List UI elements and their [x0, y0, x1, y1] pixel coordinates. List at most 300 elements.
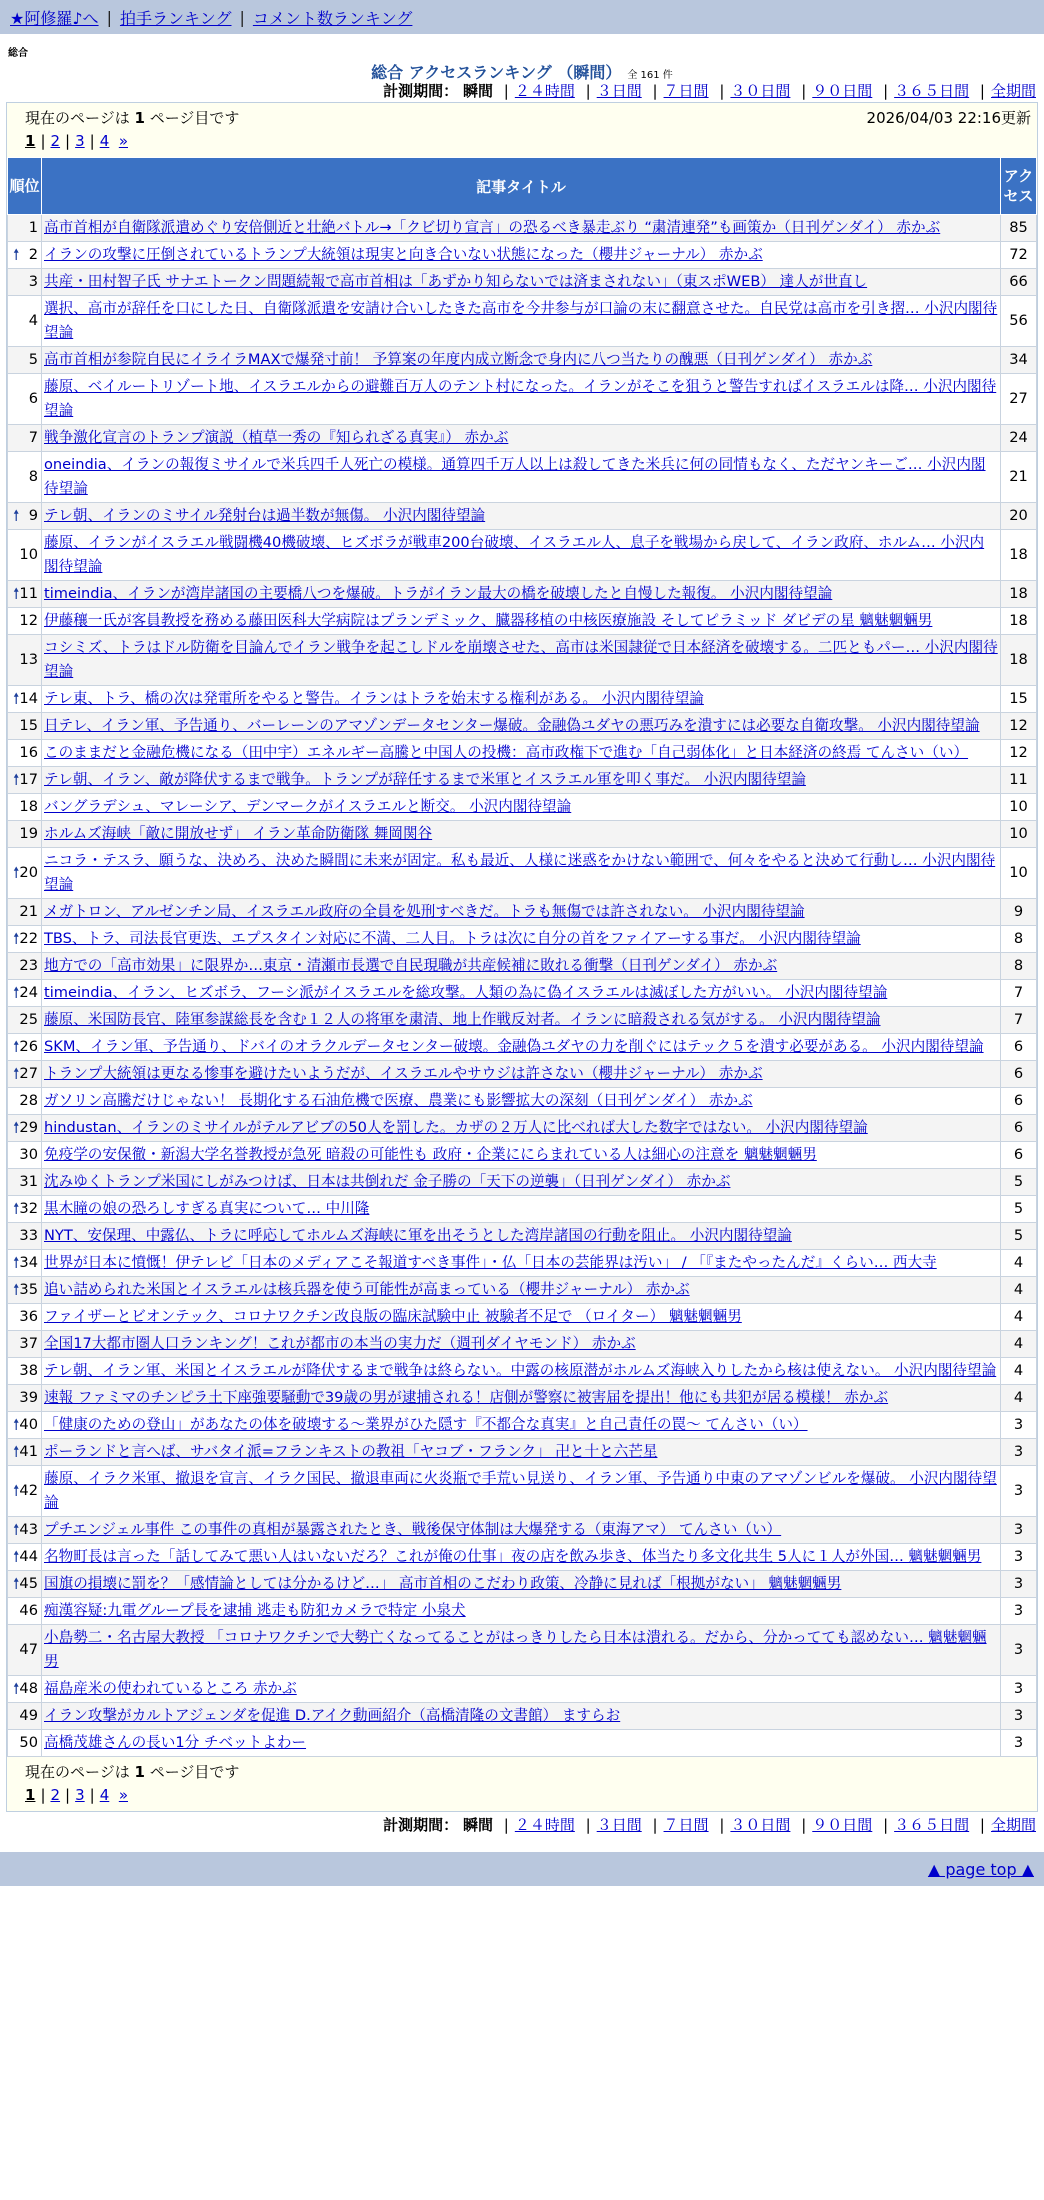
table-row	[8, 530, 1037, 581]
rank-number: 35	[19, 1281, 38, 1298]
table-row	[8, 215, 1037, 242]
rank-number: 39	[19, 1389, 38, 1406]
table-row	[8, 953, 1037, 980]
title-cell	[42, 608, 1001, 635]
period-label: 計測期間：	[383, 82, 459, 100]
access-count: 6	[1001, 1115, 1037, 1142]
title-cell	[42, 1196, 1001, 1223]
table-header-row	[8, 158, 1037, 215]
title-cell	[42, 215, 1001, 242]
period-30d[interactable]: ３０日間	[730, 1816, 791, 1834]
rank-cell	[8, 1703, 42, 1730]
table-row	[8, 926, 1037, 953]
rank-cell	[8, 374, 42, 425]
table-row	[8, 1223, 1037, 1250]
rank-cell	[8, 848, 42, 899]
table-row	[8, 1544, 1037, 1571]
article-title-link[interactable]: 全国17大都市圏人口ランキング！これが都市の本当の実力だ（週刊ダイヤモンド） 赤かぶ	[44, 1335, 636, 1352]
title-cell	[42, 1544, 1001, 1571]
rank-up-arrow-icon: 🠕	[13, 1253, 20, 1272]
article-title-link[interactable]: 高橋茂雄さんの長い1分 チベットよわー	[44, 1734, 307, 1751]
title-cell	[42, 1331, 1001, 1358]
article-title-link[interactable]: hindustan、イランのミサイルがテルアビブの50人を罰した。カザの２万人に比べれば大した数字ではない。 小沢内閣待望論	[44, 1119, 868, 1136]
table-row	[8, 1439, 1037, 1466]
rank-number: 7	[28, 429, 38, 446]
page-status: 現在のページは 1 ページ目です	[25, 109, 240, 127]
article-title-link[interactable]: 追い詰められた米国とイスラエルは核兵器を使う可能性が高まっている（櫻井ジャーナル） 赤かぶ	[44, 1281, 690, 1298]
rank-number: 30	[19, 1146, 38, 1163]
access-count: 66	[1001, 269, 1037, 296]
access-count: 15	[1001, 686, 1037, 713]
table-row	[8, 1412, 1037, 1439]
title-cell	[42, 530, 1001, 581]
period-24h[interactable]: ２４時間	[514, 82, 575, 100]
table-row	[8, 980, 1037, 1007]
title-cell	[42, 242, 1001, 269]
rank-number: 48	[19, 1680, 38, 1697]
comment-ranking-link[interactable]: コメント数ランキング	[252, 8, 413, 28]
page-info-bottom	[7, 1757, 1037, 1811]
table-row	[8, 1142, 1037, 1169]
table-row	[8, 794, 1037, 821]
title-cell	[42, 347, 1001, 374]
article-title-link[interactable]: 痴漢容疑:九電グループ長を逮捕 逃走も防犯カメラで特定 小泉犬	[44, 1602, 466, 1619]
title-cell	[42, 926, 1001, 953]
rank-number: 31	[19, 1173, 38, 1190]
article-title-link[interactable]: 日テレ、イラン軍、予告通り、バーレーンのアマゾンデータセンター爆破。金融偽ユダヤの悪巧みを潰すには必要な自衛攻撃。 小沢内閣待望論	[44, 717, 980, 734]
page-current: 1	[25, 132, 36, 150]
page-link-4[interactable]: 4	[99, 132, 110, 150]
rank-cell	[8, 1007, 42, 1034]
table-row	[8, 1676, 1037, 1703]
table-row	[8, 452, 1037, 503]
footer-bar	[0, 1852, 1044, 1886]
title-cell	[42, 1115, 1001, 1142]
access-count: 6	[1001, 1061, 1037, 1088]
article-title-link[interactable]: イランの攻撃に圧倒されているトランプ大統領は現実と向き合いない状態になった（櫻井ジャーナル） 赤かぶ	[44, 246, 763, 263]
article-title-link[interactable]: 戦争激化宣言のトランプ演説（植草一秀の『知られざる真実』） 赤かぶ	[44, 429, 509, 446]
ranking-table	[7, 157, 1037, 1757]
rank-number: 36	[19, 1308, 38, 1325]
access-count: 72	[1001, 242, 1037, 269]
access-count: 34	[1001, 347, 1037, 374]
table-row	[8, 1088, 1037, 1115]
article-title-link[interactable]: 高市首相が自衛隊派遣めぐり安倍側近と壮絶バトル→「クビ切り宣言」の恐るべき暴走ぶり “粛清連発”も画策か（日刊ゲンダイ） 赤かぶ	[44, 219, 941, 236]
period-7d[interactable]: ７日間	[663, 1816, 709, 1834]
article-title-link[interactable]: テレ朝、イランのミサイル発射台は過半数が無傷。 小沢内閣待望論	[44, 507, 486, 524]
access-count: 3	[1001, 1466, 1037, 1517]
title-cell	[42, 425, 1001, 452]
title-cell	[42, 1007, 1001, 1034]
table-row	[8, 1331, 1037, 1358]
rank-number: 24	[19, 984, 38, 1001]
rank-cell	[8, 1034, 42, 1061]
table-row	[8, 686, 1037, 713]
table-row	[8, 1571, 1037, 1598]
rank-up-arrow-icon: 🠕	[13, 1064, 20, 1083]
rank-up-arrow-icon: 🠕	[13, 1442, 20, 1461]
rank-cell	[8, 1625, 42, 1676]
access-count: 56	[1001, 296, 1037, 347]
access-count: 20	[1001, 503, 1037, 530]
period-all[interactable]: 全期間	[990, 82, 1036, 100]
table-row	[8, 1703, 1037, 1730]
period-3d[interactable]: ３日間	[596, 82, 642, 100]
title-cell	[42, 1412, 1001, 1439]
access-count: 18	[1001, 635, 1037, 686]
article-title-link[interactable]: 高市首相が参院自民にイライラMAXで爆発寸前！ 予算案の年度内成立断念で身内に八つ当たりの醜悪（日刊ゲンダイ） 赤かぶ	[44, 351, 873, 368]
access-count: 4	[1001, 1250, 1037, 1277]
col-header-rank: 順位	[8, 158, 42, 215]
table-row	[8, 1625, 1037, 1676]
period-selector-top: 計測期間： 瞬間 | ２４時間 | ３日間 | ７日間 | ３０日間 | ９０日間 | ３６５日間 | 全期間	[383, 82, 1036, 100]
article-title-link[interactable]: 藤原、ベイルートリゾート地、イスラエルからの避難百万人のテント村になった。イランがそこを狙うと警告すればイスラエルは降… 小沢内閣待望論	[44, 378, 997, 419]
title-cell	[42, 713, 1001, 740]
rank-number: 43	[19, 1521, 38, 1538]
article-title-link[interactable]: バングラデシュ、マレーシア、デンマークがイスラエルと断交。 小沢内閣待望論	[44, 798, 572, 815]
ranking-rows	[8, 215, 1037, 1757]
rank-cell	[8, 767, 42, 794]
rank-up-arrow-icon: 🠕	[13, 863, 20, 882]
access-count: 10	[1001, 794, 1037, 821]
rank-number: 9	[28, 507, 38, 524]
title-cell	[42, 767, 1001, 794]
rank-up-arrow-icon: 🠕	[13, 770, 20, 789]
access-count: 3	[1001, 1412, 1037, 1439]
rank-number: 4	[28, 312, 38, 329]
article-title-link[interactable]: イラン攻撃がカルトアジェンダを促進 D.アイク動画紹介（高橋清隆の文書館） ますらお	[44, 1707, 621, 1724]
rank-cell	[8, 1196, 42, 1223]
total-count: 全 161 件	[627, 70, 673, 81]
access-count: 6	[1001, 1088, 1037, 1115]
period-selector-bottom: 計測期間： 瞬間 | ２４時間 | ３日間 | ７日間 | ３０日間 | ９０日間 | ３６５日間 | 全期間	[383, 1816, 1036, 1834]
access-count: 3	[1001, 1571, 1037, 1598]
rank-cell	[8, 1598, 42, 1625]
rank-cell	[8, 926, 42, 953]
table-row	[8, 1169, 1037, 1196]
article-title-link[interactable]: 速報 ファミマのチンピラ土下座強要騒動で39歳の男が逮捕される！店側が警察に被害届を提出！他にも共犯が居る模様！ 赤かぶ	[44, 1389, 889, 1406]
article-title-link[interactable]: 沈みゆくトランプ米国にしがみつけば、日本は共倒れだ 金子勝の「天下の逆襲」（日刊ゲンダイ） 赤かぶ	[44, 1173, 731, 1190]
period-90d[interactable]: ９０日間	[812, 1816, 873, 1834]
table-row	[8, 713, 1037, 740]
access-count: 18	[1001, 581, 1037, 608]
ranking-panel	[6, 102, 1038, 1812]
access-count: 12	[1001, 713, 1037, 740]
rank-number: 14	[19, 690, 38, 707]
article-title-link[interactable]: プチエンジェル事件 この事件の真相が暴露されたとき、戦後保守体制は大爆発する（東海アマ） てんさい（い）	[44, 1521, 782, 1538]
title-cell	[42, 1598, 1001, 1625]
article-title-link[interactable]: 世界が日本に憤慨！伊テレビ「日本のメディアこそ報道すべき事件」・仏「日本の芸能界は汚い」 / 「『またやったんだ』くらい… 西大寺	[44, 1254, 937, 1271]
rank-number: 50	[19, 1734, 38, 1751]
rank-cell	[8, 1466, 42, 1517]
access-count: 10	[1001, 848, 1037, 899]
rank-cell	[8, 635, 42, 686]
rank-number: 8	[28, 468, 38, 485]
article-title-link[interactable]: 地方での「高市効果」に限界か…東京・清瀬市長選で自民現職が共産候補に敗れる衝撃（日刊ゲンダイ） 赤かぶ	[44, 957, 778, 974]
rank-cell	[8, 1277, 42, 1304]
period-30d[interactable]: ３０日間	[730, 82, 791, 100]
article-title-link[interactable]: コシミズ、トラはドル防衛を目論んでイラン戦争を起こしドルを崩壊させた、高市は米国隷従で日本経済を破壊する。二匹ともパー… 小沢内閣待望論	[44, 639, 998, 680]
table-row	[8, 767, 1037, 794]
home-link[interactable]: ★阿修羅♪へ	[10, 8, 99, 28]
period-all[interactable]: 全期間	[990, 1816, 1036, 1834]
rank-number: 40	[19, 1416, 38, 1433]
article-title-link[interactable]: 福島産米の使われているところ 赤かぶ	[44, 1680, 297, 1697]
rank-cell	[8, 1088, 42, 1115]
table-row	[8, 848, 1037, 899]
article-title-link[interactable]: ポーランドと言へば、サバタイ派=フランキストの教祖「ヤコブ・フランク」 卍と十と六芒星	[44, 1443, 658, 1460]
page-next[interactable]: »	[118, 1786, 128, 1804]
access-count: 8	[1001, 953, 1037, 980]
rank-number: 28	[19, 1092, 38, 1109]
rank-cell	[8, 1358, 42, 1385]
title-cell	[42, 1250, 1001, 1277]
access-count: 4	[1001, 1331, 1037, 1358]
page-link-2[interactable]: 2	[50, 1786, 61, 1804]
table-row	[8, 1061, 1037, 1088]
title-cell	[42, 1034, 1001, 1061]
article-title-link[interactable]: 国旗の損壊に罰を？「感情論としては分かるけど…」 高市首相のこだわり政策、冷静に見れば「根拠がない」 魑魅魍魎男	[44, 1575, 842, 1592]
article-title-link[interactable]: メガトロン、アルゼンチン局、イスラエル政府の全員を処刑すべきだ。トラも無傷では許されない。 小沢内閣待望論	[44, 903, 805, 920]
rank-number: 23	[19, 957, 38, 974]
rank-cell	[8, 530, 42, 581]
rank-cell	[8, 980, 42, 1007]
title-cell	[42, 821, 1001, 848]
title-cell	[42, 1571, 1001, 1598]
article-title-link[interactable]: トランプ大統領は更なる惨事を避けたいようだが、イスラエルやサウジは許さない（櫻井ジャーナル） 赤かぶ	[44, 1065, 763, 1082]
rank-number: 21	[19, 903, 38, 920]
article-title-link[interactable]: oneindia、イランの報復ミサイルで米兵四千人死亡の模様。通算四千万人以上は殺してきた米兵に何の同情もなく、ただヤンキーご… 小沢内閣待望論	[44, 456, 986, 497]
article-title-link[interactable]: 共産・田村智子氏 サナエトークン問題続報で高市首相は「あずかり知らないでは済まされない」（東スポWEB） 達人が世直し	[44, 273, 868, 290]
page-link-2[interactable]: 2	[50, 132, 61, 150]
nav-separator: |	[239, 7, 245, 27]
article-title-link[interactable]: テレ朝、イラン、敵が降伏するまで戦争。トランプが辞任するまで米軍とイスラエル軍を叩く事だ。 小沢内閣待望論	[44, 771, 806, 788]
page-top-link[interactable]: ▲ page top ▲	[927, 1859, 1034, 1879]
rank-cell	[8, 1730, 42, 1757]
table-row	[8, 1385, 1037, 1412]
access-count: 5	[1001, 1196, 1037, 1223]
title-cell	[42, 1277, 1001, 1304]
article-title-link[interactable]: 藤原、米国防長官、陸軍参謀総長を含む１２人の将軍を粛清、地上作戦反対者。イランに暗殺される気がする。 小沢内閣待望論	[44, 1011, 881, 1028]
rank-cell	[8, 1571, 42, 1598]
rank-number: 44	[19, 1548, 38, 1565]
rank-up-arrow-icon: 🠕	[13, 1679, 20, 1698]
title-cell	[42, 269, 1001, 296]
article-title-link[interactable]: 名物町長は言った「話してみて悪い人はいないだろ？これが俺の仕事」夜の店を飲み歩き、体当たり多文化共生 5人に１人が外国… 魑魅魍魎男	[44, 1548, 982, 1565]
access-count: 3	[1001, 1439, 1037, 1466]
rank-cell	[8, 1331, 42, 1358]
article-title-link[interactable]: 伊藤穰一氏が客員教授を務める藤田医科大学病院はプランデミック、臓器移植の中核医療施設 そしてピラミッド ダビデの星 魑魅魍魎男	[44, 612, 933, 629]
rank-number: 10	[19, 546, 38, 563]
rank-cell	[8, 1517, 42, 1544]
rank-up-arrow-icon: 🠕	[13, 929, 20, 948]
rank-cell	[8, 1544, 42, 1571]
article-title-link[interactable]: timeindia、イランが湾岸諸国の主要橋八つを爆破。トラがイラン最大の橋を破壊したと自慢した報復。 小沢内閣待望論	[44, 585, 833, 602]
page-link-4[interactable]: 4	[99, 1786, 110, 1804]
col-header-title: 記事タイトル	[42, 158, 1001, 215]
article-title-link[interactable]: ガソリン高騰だけじゃない！ 長期化する石油危機で医療、農業にも影響拡大の深刻（日刊ゲンダイ） 赤かぶ	[44, 1092, 753, 1109]
rank-number: 11	[19, 585, 38, 602]
rank-cell	[8, 1412, 42, 1439]
rank-number: 25	[19, 1011, 38, 1028]
updated-timestamp: 2026/04/03 22:16更新	[866, 109, 1031, 127]
period-3d[interactable]: ３日間	[596, 1816, 642, 1834]
rank-number: 12	[19, 612, 38, 629]
article-title-link[interactable]: ニコラ・テスラ、願うな、決めろ、決めた瞬間に未来が固定。私も最近、人様に迷惑をかけない範囲で、何々をやると決めて行動し… 小沢内閣待望論	[44, 852, 996, 893]
title-cell	[42, 686, 1001, 713]
section-label: 総合	[8, 48, 28, 59]
nav-separator: |	[106, 7, 112, 27]
access-count: 5	[1001, 1169, 1037, 1196]
rank-cell	[8, 581, 42, 608]
article-title-link[interactable]: SKM、イラン軍、予告通り、ドバイのオラクルデータセンター破壊。金融偽ユダヤの力を削ぐにはテック５を潰す必要がある。 小沢内閣待望論	[44, 1038, 984, 1055]
title-cell	[42, 1142, 1001, 1169]
article-title-link[interactable]: 藤原、イラク米軍、撤退を宣言、イラク国民、撤退車両に火炎瓶で手荒い見送り、イラン軍、予告通り中東のアマゾンビルを爆破。 小沢内閣待望論	[44, 1470, 997, 1511]
access-count: 4	[1001, 1385, 1037, 1412]
col-header-access: アクセス	[1001, 158, 1037, 215]
access-count: 11	[1001, 767, 1037, 794]
title-cell	[42, 581, 1001, 608]
rank-cell	[8, 1439, 42, 1466]
article-title-link[interactable]: テレ朝、イラン軍、米国とイスラエルが降伏するまで戦争は終らない。中露の核原潜がホルムズ海峡入りしたから核は使えない。 小沢内閣待望論	[44, 1362, 997, 1379]
rank-up-arrow-icon: 🠕	[13, 245, 20, 264]
rank-up-arrow-icon: 🠕	[13, 1199, 20, 1218]
rank-cell	[8, 425, 42, 452]
table-row	[8, 1277, 1037, 1304]
rank-up-arrow-icon: 🠕	[13, 1037, 20, 1056]
table-row	[8, 1358, 1037, 1385]
table-row	[8, 1034, 1037, 1061]
rank-number: 46	[19, 1602, 38, 1619]
table-row	[8, 635, 1037, 686]
rank-number: 13	[19, 651, 38, 668]
article-title-link[interactable]: ファイザーとビオンテック、コロナワクチン改良版の臨床試験中止 被験者不足で （ロイター） 魑魅魍魎男	[44, 1308, 742, 1325]
access-count: 3	[1001, 1598, 1037, 1625]
rank-cell	[8, 1676, 42, 1703]
article-title-link[interactable]: 小島勢二・名古屋大教授 「コロナワクチンで大勢亡くなってることがはっきりしたら日本は潰れる。だから、分かってても認めない… 魑魅魍魎男	[44, 1629, 987, 1670]
rank-number: 32	[19, 1200, 38, 1217]
article-title-link[interactable]: 「健康のための登山」があなたの体を破壊する～業界がひた隠す『不都合な真実』と自己責任の罠～ てんさい（い）	[44, 1416, 808, 1433]
access-count: 10	[1001, 821, 1037, 848]
access-count: 3	[1001, 1676, 1037, 1703]
table-row	[8, 242, 1037, 269]
page-status-bottom: 現在のページは 1 ページ目です	[25, 1763, 240, 1781]
page-title	[0, 60, 1044, 80]
article-title-link[interactable]: timeindia、イラン、ヒズボラ、フーシ派がイスラエルを総攻撃。人類の為に偽イスラエルは滅ぼした方がいい。 小沢内閣待望論	[44, 984, 888, 1001]
rank-cell	[8, 1385, 42, 1412]
table-row	[8, 821, 1037, 848]
rank-cell	[8, 821, 42, 848]
table-row	[8, 347, 1037, 374]
period-24h[interactable]: ２４時間	[514, 1816, 575, 1834]
access-count: 8	[1001, 926, 1037, 953]
period-365d[interactable]: ３６５日間	[894, 82, 970, 100]
access-count: 27	[1001, 374, 1037, 425]
access-count: 18	[1001, 530, 1037, 581]
pagination-bottom: 1 | 2 | 3 | 4 »	[25, 1786, 128, 1804]
title-cell	[42, 980, 1001, 1007]
access-count: 7	[1001, 980, 1037, 1007]
access-count: 6	[1001, 1034, 1037, 1061]
article-title-link[interactable]: テレ東、トラ、橋の次は発電所をやると警告。イランはトラを始末する権利がある。 小沢内閣待望論	[44, 690, 704, 707]
access-count: 3	[1001, 1544, 1037, 1571]
rank-number: 2	[28, 246, 38, 263]
title-cell	[42, 1625, 1001, 1676]
rank-cell	[8, 740, 42, 767]
page-next[interactable]: »	[118, 132, 128, 150]
rank-cell	[8, 899, 42, 926]
title-cell	[42, 1169, 1001, 1196]
table-row	[8, 581, 1037, 608]
table-row	[8, 296, 1037, 347]
article-title-link[interactable]: 藤原、イランがイスラエル戦闘機40機破壊、ヒズボラが戦車200台破壊、イスラエル人、息子を戦場から戻して、イラン政府、ホルム… 小沢内閣待望論	[44, 534, 985, 575]
article-title-link[interactable]: ホルムズ海峡「敵に開放せず」 イラン革命防衛隊 舞岡関谷	[44, 825, 433, 842]
article-title-link[interactable]: TBS、トラ、司法長官更迭、エプスタイン対応に不満、二人目。トラは次に自分の首をファイアーする事だ。 小沢内閣待望論	[44, 930, 861, 947]
period-7d[interactable]: ７日間	[663, 82, 709, 100]
page-title-text: 総合 アクセスランキング （瞬間）	[371, 63, 622, 82]
rank-cell	[8, 503, 42, 530]
title-cell	[42, 374, 1001, 425]
rank-cell	[8, 794, 42, 821]
rank-number: 47	[19, 1641, 38, 1658]
rank-cell	[8, 1250, 42, 1277]
rank-number: 34	[19, 1254, 38, 1271]
rank-cell	[8, 713, 42, 740]
title-cell	[42, 1358, 1001, 1385]
article-title-link[interactable]: 選択、高市が辞任を口にした日、自衛隊派遣を安請け合いしたきた高市を今井参与が口論の末に翻意させた。自民党は高市を引き摺… 小沢内閣待望論	[44, 300, 998, 341]
title-cell	[42, 1088, 1001, 1115]
access-count: 21	[1001, 452, 1037, 503]
table-row	[8, 899, 1037, 926]
rank-number: 26	[19, 1038, 38, 1055]
access-count: 4	[1001, 1277, 1037, 1304]
title-cell	[42, 740, 1001, 767]
title-cell	[42, 503, 1001, 530]
rank-number: 16	[19, 744, 38, 761]
rank-number: 6	[28, 390, 38, 407]
access-count: 5	[1001, 1223, 1037, 1250]
access-count: 3	[1001, 1730, 1037, 1757]
rank-cell	[8, 953, 42, 980]
access-count: 3	[1001, 1517, 1037, 1544]
period-365d[interactable]: ３６５日間	[894, 1816, 970, 1834]
period-90d[interactable]: ９０日間	[812, 82, 873, 100]
clap-ranking-link[interactable]: 拍手ランキング	[119, 8, 232, 28]
title-cell	[42, 296, 1001, 347]
title-cell	[42, 1466, 1001, 1517]
article-title-link[interactable]: このままだと金融危機になる（田中宇）エネルギー高騰と中国人の投機：高市政権下で進む「自己弱体化」と日本経済の終焉 てんさい（い）	[44, 744, 969, 761]
rank-cell	[8, 1223, 42, 1250]
rank-number: 37	[19, 1335, 38, 1352]
page-link-3[interactable]: 3	[75, 132, 85, 150]
top-nav	[0, 0, 1044, 34]
title-cell	[42, 635, 1001, 686]
rank-number: 18	[19, 798, 38, 815]
table-row	[8, 1598, 1037, 1625]
access-count: 85	[1001, 215, 1037, 242]
page-link-3[interactable]: 3	[75, 1786, 85, 1804]
table-row	[8, 608, 1037, 635]
article-title-link[interactable]: NYT、安保理、中露仏、トラに呼応してホルムズ海峡に軍を出そうとした湾岸諸国の行動を阻止。 小沢内閣待望論	[44, 1227, 792, 1244]
title-cell	[42, 1223, 1001, 1250]
table-row	[8, 1517, 1037, 1544]
title-cell	[42, 1703, 1001, 1730]
article-title-link[interactable]: 黒木瞳の娘の恐ろしすぎる真実について… 中川隆	[44, 1200, 370, 1217]
rank-up-arrow-icon: 🠕	[13, 1481, 20, 1500]
article-title-link[interactable]: 免疫学の安保徹・新潟大学名誉教授が急死 暗殺の可能性も 政府・企業ににらまれている人は細心の注意を 魑魅魍魎男	[44, 1146, 817, 1163]
rank-cell	[8, 242, 42, 269]
rank-cell	[8, 1169, 42, 1196]
